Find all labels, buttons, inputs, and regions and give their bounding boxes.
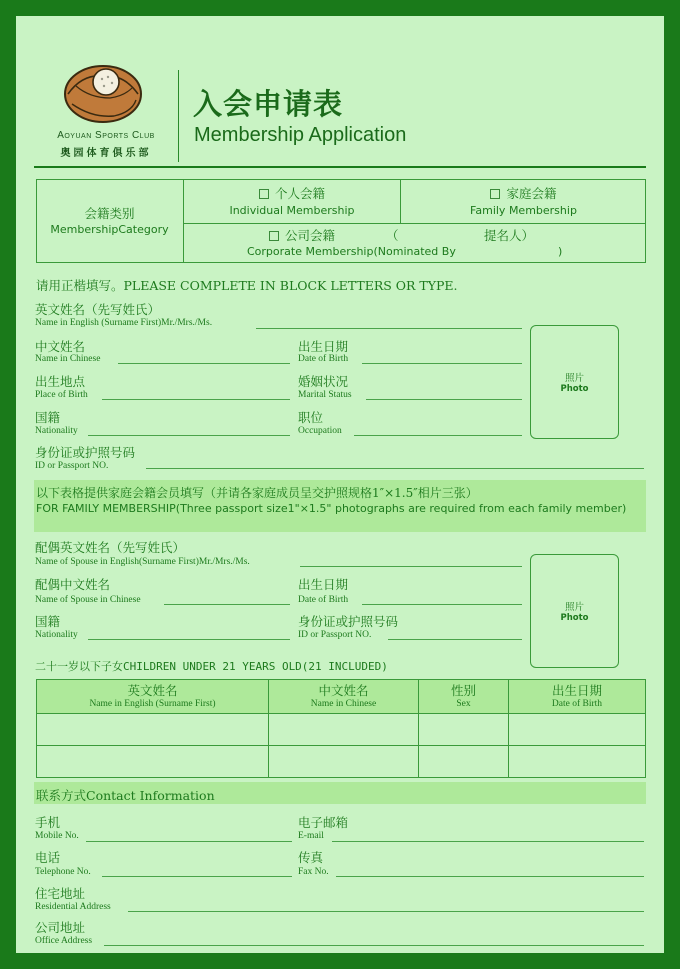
name-cn-input[interactable]	[118, 363, 290, 364]
office-label-en: Office Address	[35, 936, 93, 946]
telephone-input[interactable]	[102, 876, 292, 877]
children-table	[36, 679, 646, 778]
col-dob-en: Date of Birth	[551, 699, 603, 709]
name-en-label-cn: 英文姓名（先写姓氏）	[35, 302, 161, 317]
name-cn-label-cn: 中文姓名	[35, 339, 86, 354]
club-name-en: Aoyuan Sports Club	[57, 130, 155, 141]
spouse-name-cn-label-cn: 配偶中文姓名	[35, 577, 111, 592]
col-name-cn-en: Name in Chinese	[310, 699, 377, 709]
occupation-label-en: Occupation	[298, 426, 342, 436]
occupation-label-cn: 职位	[298, 410, 324, 425]
col-dob	[509, 680, 646, 714]
page-title-cn: 入会申请表	[193, 87, 344, 121]
nationality-input[interactable]	[88, 435, 290, 436]
spouse-name-cn-label-en: Name of Spouse in Chinese	[35, 595, 141, 605]
category-label-cn: 会籍类别	[84, 206, 135, 221]
header-divider-vertical	[178, 70, 179, 162]
col-name-en	[37, 680, 269, 714]
corporate-paren-open: （	[386, 228, 399, 243]
name-en-input[interactable]	[256, 328, 522, 329]
individual-option[interactable]	[184, 186, 400, 201]
photo-label-cn: 照片	[564, 373, 584, 384]
spouse-name-en-label-cn: 配偶英文姓名（先写姓氏）	[35, 540, 186, 555]
spouse-dob-input[interactable]	[362, 604, 522, 605]
nationality-label-cn: 国籍	[35, 410, 61, 425]
spouse-name-en-input[interactable]	[300, 566, 522, 567]
applicant-photo-box[interactable]	[530, 325, 619, 439]
family-header-en: FOR FAMILY MEMBERSHIP(Three passport size1"×1.5" photographs are required from each family member)	[36, 502, 627, 515]
children-header-row	[37, 680, 646, 714]
child-1-name-en-cell[interactable]	[37, 714, 269, 746]
form-page	[16, 16, 664, 953]
pob-input[interactable]	[102, 399, 290, 400]
table-row	[37, 746, 646, 778]
office-label-cn: 公司地址	[35, 920, 86, 935]
fax-label-en: Fax No.	[298, 867, 329, 877]
spouse-dob-label-en: Date of Birth	[298, 595, 349, 605]
email-input[interactable]	[332, 841, 644, 842]
name-en-label-en: Name in English (Surname First)Mr./Mrs./Ms.	[35, 318, 213, 328]
child-1-dob-cell[interactable]	[509, 714, 646, 746]
club-logo	[62, 58, 144, 124]
individual-label-en: Individual Membership	[229, 204, 355, 217]
spouse-dob-label-cn: 出生日期	[298, 577, 349, 592]
spouse-nationality-input[interactable]	[88, 639, 290, 640]
fax-input[interactable]	[336, 876, 644, 877]
marital-label-cn: 婚姻状况	[298, 374, 349, 389]
mobile-label-en: Mobile No.	[35, 831, 79, 841]
residential-address-input[interactable]	[128, 911, 644, 912]
telephone-label-cn: 电话	[35, 850, 61, 865]
child-1-name-cn-cell[interactable]	[269, 714, 419, 746]
table-row	[37, 714, 646, 746]
photo-label-en: Photo	[560, 384, 589, 394]
pob-label-en: Place of Birth	[35, 390, 88, 400]
children-title: 二十一岁以下子女CHILDREN UNDER 21 YEARS OLD(21 INCLUDED)	[35, 660, 388, 673]
col-sex	[419, 680, 509, 714]
club-name-cn: 奥园体育俱乐部	[60, 148, 152, 159]
col-name-en-en: Name in English (Surname First)	[89, 699, 216, 709]
nationality-label-en: Nationality	[35, 426, 78, 436]
office-address-input[interactable]	[104, 945, 644, 946]
category-label-en: MembershipCategory	[50, 223, 169, 236]
col-dob-cn: 出生日期	[551, 683, 602, 698]
corporate-label-cn: 公司会籍	[285, 228, 336, 243]
spouse-nationality-label-en: Nationality	[35, 630, 78, 640]
email-label-en: E-mail	[298, 831, 324, 841]
pob-label-cn: 出生地点	[35, 374, 86, 389]
corporate-label-en-close: )	[558, 245, 563, 258]
spouse-photo-label-en: Photo	[560, 613, 589, 623]
mobile-input[interactable]	[86, 841, 292, 842]
spouse-photo-label-cn: 照片	[564, 602, 584, 613]
child-2-dob-cell[interactable]	[509, 746, 646, 778]
instruction-text: 请用正楷填写。PLEASE COMPLETE IN BLOCK LETTERS OR TYPE.	[36, 278, 458, 293]
residential-label-cn: 住宅地址	[35, 886, 86, 901]
spouse-photo-box[interactable]	[530, 554, 619, 668]
child-2-name-en-cell[interactable]	[37, 746, 269, 778]
page-title-en: Membership Application	[194, 124, 407, 146]
spouse-name-en-label-en: Name of Spouse in English(Surname First)Mr./Mrs./Ms.	[35, 557, 250, 567]
category-divider-h	[183, 223, 646, 224]
name-cn-label-en: Name in Chinese	[35, 354, 101, 364]
family-label-cn: 家庭会籍	[506, 186, 557, 201]
col-sex-cn: 性别	[450, 683, 476, 698]
individual-checkbox[interactable]	[259, 189, 269, 199]
dob-label-cn: 出生日期	[298, 339, 349, 354]
occupation-input[interactable]	[354, 435, 522, 436]
contact-header: 联系方式Contact Information	[36, 788, 215, 803]
marital-input[interactable]	[366, 399, 522, 400]
spouse-name-cn-input[interactable]	[164, 604, 290, 605]
nest-ball-icon	[62, 58, 144, 124]
telephone-label-en: Telephone No.	[35, 867, 91, 877]
spouse-nationality-label-cn: 国籍	[35, 614, 61, 629]
id-label-cn: 身份证或护照号码	[35, 445, 136, 460]
marital-label-en: Marital Status	[298, 390, 352, 400]
corporate-option[interactable]	[269, 228, 335, 243]
individual-label-cn: 个人会籍	[274, 186, 325, 201]
header-rule	[34, 166, 646, 168]
family-option[interactable]	[401, 186, 646, 201]
residential-label-en: Residential Address	[35, 902, 111, 912]
spouse-id-label-cn: 身份证或护照号码	[298, 614, 399, 629]
family-label-en: Family Membership	[470, 204, 577, 217]
child-2-sex-cell[interactable]	[419, 746, 509, 778]
id-label-en: ID or Passport NO.	[35, 461, 109, 471]
corporate-label-en: Corporate Membership(Nominated By	[247, 245, 456, 258]
mobile-label-cn: 手机	[35, 815, 61, 830]
spouse-id-input[interactable]	[388, 639, 522, 640]
col-sex-en: Sex	[456, 699, 471, 709]
child-1-sex-cell[interactable]	[419, 714, 509, 746]
family-checkbox[interactable]	[490, 189, 500, 199]
spouse-id-label-en: ID or Passport NO.	[298, 630, 372, 640]
email-label-cn: 电子邮箱	[298, 815, 349, 830]
corporate-checkbox[interactable]	[269, 231, 279, 241]
col-name-cn-cn: 中文姓名	[318, 683, 369, 698]
col-name-en-cn: 英文姓名	[127, 683, 178, 698]
corporate-nominator-cn: 提名人）	[484, 228, 535, 243]
child-2-name-cn-cell[interactable]	[269, 746, 419, 778]
dob-label-en: Date of Birth	[298, 354, 349, 364]
fax-label-cn: 传真	[298, 850, 324, 865]
dob-input[interactable]	[362, 363, 522, 364]
family-header-cn: 以下表格提供家庭会籍会员填写（并请各家庭成员呈交护照规格1″×1.5″相片三张）	[36, 486, 478, 500]
col-name-cn	[269, 680, 419, 714]
id-input[interactable]	[146, 468, 644, 469]
